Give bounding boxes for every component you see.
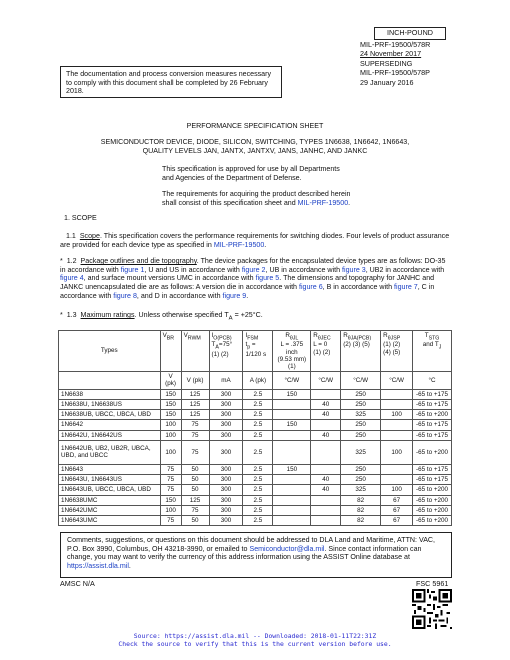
section-text: , U and US in accordance with (144, 265, 240, 274)
column-header-vbr: $V_{BR}$ (160, 331, 181, 372)
rating-cell: 50 (181, 475, 209, 485)
mil-prf-19500-link[interactable]: MIL-PRF-19500 (213, 240, 265, 249)
table-row (59, 516, 452, 526)
fsc-label: FSC 5961 (416, 579, 449, 588)
rating-cell (311, 464, 341, 474)
section-text: . The device packages for the encapsulated device types are as follows: DO-35 in accordance with (60, 257, 446, 274)
superseding-label: SUPERSEDING (360, 58, 413, 68)
column-header-ifsm: $I_{FSM}$ $t_p$ = 1/120 s (243, 331, 273, 372)
rating-cell: 150 (160, 410, 181, 420)
rating-cell: 67 (381, 516, 413, 526)
rating-cell: 125 (181, 410, 209, 420)
rating-cell: 125 (181, 399, 209, 409)
device-type-cell: 1N6643U, 1N6643US (59, 475, 161, 485)
qr-code-icon (412, 589, 452, 629)
previous-doc-date: 29 January 2016 (360, 77, 414, 87)
section-title: Scope (79, 232, 100, 240)
rating-cell (381, 475, 413, 485)
rating-cell: 300 (209, 410, 243, 420)
rating-cell: -65 to +200 (413, 495, 452, 505)
rating-cell: 150 (273, 389, 311, 399)
rating-cell: 325 (341, 440, 381, 464)
rating-cell: 50 (181, 485, 209, 495)
rating-cell (311, 440, 341, 464)
rating-cell (273, 410, 311, 420)
rating-cell (381, 389, 413, 399)
rating-cell: 300 (209, 399, 243, 409)
rating-cell (381, 399, 413, 409)
rating-cell: 100 (381, 410, 413, 420)
rating-cell: -65 to +175 (413, 464, 452, 474)
table-row (59, 399, 452, 409)
requirements-text: shall consist of this specification sheet and (162, 198, 296, 207)
assist-url-link[interactable]: https://assist.dla.mil (67, 561, 129, 570)
table-row (59, 475, 452, 485)
section-1-3 (60, 311, 452, 323)
requirements-end: . (348, 198, 351, 207)
device-type-cell: 1N6642U, 1N6642US (59, 430, 161, 440)
footer-verify-line: Check the source to verify that this is the current version before use. (118, 640, 392, 648)
subscript: A (228, 315, 233, 322)
rating-cell: -65 to +200 (413, 505, 452, 515)
section-text: , and D in accordance with (136, 291, 221, 300)
rating-cell: 300 (209, 485, 243, 495)
maximum-ratings-table (58, 330, 452, 526)
rating-cell: 250 (341, 430, 381, 440)
requirements-statement (162, 190, 350, 207)
rating-cell: 67 (381, 495, 413, 505)
comments-end: . (128, 561, 131, 570)
section-number: 1.1 (66, 232, 76, 240)
column-header-rjsp: $R_{\theta JSP}$ (1) (2) (4) (5) (381, 331, 413, 372)
rating-cell: 100 (160, 430, 181, 440)
section-title: Package outlines and die topography (80, 257, 197, 265)
rating-cell: 300 (209, 430, 243, 440)
figure-3-link[interactable]: figure 3 (342, 265, 366, 274)
requirements-line-2 (162, 199, 350, 208)
device-type-cell: 1N6642UB, UB2, UB2R, UBCA, UBD, and UBCC (59, 440, 161, 464)
rating-cell: 250 (341, 399, 381, 409)
rating-cell: -65 to +200 (413, 410, 452, 420)
comments-text: Comments, suggestions, or questions on this document should be addressed to DLA Land and Maritime, ATTN: VAC, P.O. Box 3990, Columbus, OH 43218-3990, or emailed to (67, 536, 436, 553)
footer-source-line: Source: https://assist.dla.mil -- Downloaded: 2018-01-11T22:31Z (133, 632, 377, 640)
device-type-cell: 1N6638U, 1N6638US (59, 399, 161, 409)
section-end: . (246, 291, 249, 300)
rating-cell: 125 (181, 495, 209, 505)
rating-cell: 75 (181, 440, 209, 464)
requirements-line-1: The requirements for acquiring the product described herein (162, 190, 351, 198)
rating-cell (311, 516, 341, 526)
rating-cell: 82 (341, 516, 381, 526)
rating-cell: 2.5 (243, 420, 273, 430)
rating-cell (381, 430, 413, 440)
rating-cell: -65 to +200 (413, 440, 452, 464)
rating-cell: 75 (181, 430, 209, 440)
section-text: . The dimensions and topography for JANHC and JANKC unencapsulated die are as follows: A version die in accordance with (60, 274, 435, 291)
comments-text: . Since contact information can change, you may want to verify the currency of this address information using the ASSIST Online database at (67, 544, 422, 562)
approval-statement (162, 165, 340, 182)
rating-cell: 300 (209, 420, 243, 430)
previous-doc-number: MIL-PRF-19500/578P (360, 68, 430, 78)
rating-cell: 75 (160, 464, 181, 474)
rating-cell: 125 (181, 389, 209, 399)
rating-cell: 250 (341, 420, 381, 430)
rating-cell: -65 to +175 (413, 389, 452, 399)
rating-cell: -65 to +175 (413, 430, 452, 440)
rating-cell: 2.5 (243, 505, 273, 515)
figure-8-link[interactable]: figure 8 (113, 291, 137, 300)
section-text: , UB2 in accordance with (365, 265, 445, 274)
rating-cell: 2.5 (243, 495, 273, 505)
rating-cell (273, 485, 311, 495)
table-row (59, 485, 452, 495)
rating-cell: 50 (181, 464, 209, 474)
unit-cell: °C/W (341, 372, 381, 389)
figure-9-link[interactable]: figure 9 (222, 291, 247, 300)
figure-4-link[interactable]: figure 4 (60, 274, 84, 283)
rating-cell: 75 (160, 475, 181, 485)
rating-cell: 100 (160, 440, 181, 464)
rating-cell: 2.5 (243, 440, 273, 464)
rating-cell: 40 (311, 485, 341, 495)
section-text: , B in accordance with (322, 282, 393, 291)
device-type-cell: 1N6638UMC (59, 495, 161, 505)
amsc-label: AMSC N/A (60, 579, 95, 588)
table-row (59, 430, 452, 440)
rating-cell (273, 495, 311, 505)
section-end: . (264, 240, 267, 249)
device-type-cell: 1N6638 (59, 389, 161, 399)
unit-cell: V (pk) (160, 372, 181, 389)
rating-cell: 100 (381, 440, 413, 464)
rating-cell: -65 to +200 (413, 485, 452, 495)
doc-date: 24 November 2017 (360, 49, 422, 59)
email-link[interactable]: Semiconductor@dla.mil (249, 544, 325, 553)
rating-cell: 150 (273, 420, 311, 430)
column-header-rjec: $R_{\theta JEC}$ L = 0 (1) (2) (311, 331, 341, 372)
rating-cell: 82 (341, 505, 381, 515)
section-end: = +25°C. (232, 311, 263, 319)
table-row (59, 464, 452, 474)
rating-cell: 150 (160, 495, 181, 505)
rating-cell (311, 389, 341, 399)
subtitle-line-2: QUALITY LEVELS JAN, JANTX, JANTXV, JANS, JANHC, AND JANKC (142, 147, 368, 155)
unit-cell: °C/W (311, 372, 341, 389)
rating-cell: 40 (311, 475, 341, 485)
rating-cell: 100 (381, 485, 413, 495)
rating-cell: 300 (209, 516, 243, 526)
unit-cell: A (pk) (243, 372, 273, 389)
conversion-notice-text: The documentation and process conversion measures necessary to comply with this document shall be completed by 26 February 2018. (66, 70, 272, 96)
figure-6-link[interactable]: figure 6 (298, 282, 323, 291)
column-header-tstg: $T_{STG}$ and $T_J$ (413, 331, 452, 372)
device-type-cell: 1N6638UB, UBCC, UBCA, UBD (59, 410, 161, 420)
device-type-cell: 1N6643UB, UBCC, UBCA, UBD (59, 485, 161, 495)
rating-cell: -65 to +175 (413, 420, 452, 430)
section-text: , and surface mount versions UMC in accordance with (83, 274, 254, 283)
rating-cell (273, 505, 311, 515)
unit-cell (59, 372, 161, 389)
section-text: . Unless otherwise specified T (134, 311, 229, 319)
rating-cell: 2.5 (243, 399, 273, 409)
section-title: Maximum ratings (80, 311, 135, 319)
rating-cell: 50 (181, 516, 209, 526)
rating-cell: 150 (160, 399, 181, 409)
section-number: 1.3 (66, 311, 77, 319)
approval-line-2: and Agencies of the Department of Defense. (162, 173, 302, 182)
rating-cell (273, 430, 311, 440)
rating-cell: 150 (160, 389, 181, 399)
change-marker: * (60, 257, 63, 265)
rating-cell: 300 (209, 389, 243, 399)
rating-cell: 2.5 (243, 464, 273, 474)
rating-cell (273, 440, 311, 464)
section-1-2 (60, 257, 452, 300)
rating-cell: 75 (160, 516, 181, 526)
column-header-rja: $R_{\theta JA(PCB)}$ (2) (3) (5) (341, 331, 381, 372)
figure-1-link[interactable]: figure 1 (120, 265, 145, 274)
conversion-notice-box (60, 66, 282, 98)
rating-cell (273, 516, 311, 526)
rating-cell: 40 (311, 430, 341, 440)
device-type-cell: 1N6642 (59, 420, 161, 430)
table-header-row (59, 331, 452, 372)
rating-cell: 250 (341, 464, 381, 474)
section-number: 1.2 (66, 257, 77, 265)
rating-cell: -65 to +175 (413, 475, 452, 485)
column-header-rjl: $R_{\theta JL}$ L = .375 inch (9.53 mm) (1) (273, 331, 311, 372)
rating-cell: 100 (160, 505, 181, 515)
rating-cell: 250 (341, 475, 381, 485)
subtitle-line-1: SEMICONDUCTOR DEVICE, DIODE, SILICON, SWITCHING, TYPES 1N6638, 1N6642, 1N6643, (100, 138, 410, 146)
inch-pound-label: INCH-POUND (374, 27, 446, 40)
unit-cell: °C (413, 372, 452, 389)
rating-cell: 300 (209, 495, 243, 505)
section-1-1 (60, 232, 452, 249)
rating-cell: 2.5 (243, 389, 273, 399)
rating-cell (311, 420, 341, 430)
rating-cell (311, 505, 341, 515)
table-row (59, 440, 452, 464)
rating-cell: 2.5 (243, 485, 273, 495)
section-text: , C in accordance with (60, 282, 435, 300)
rating-cell: -65 to +200 (413, 516, 452, 526)
rating-cell: -65 to +175 (413, 399, 452, 409)
table-units-row (59, 372, 452, 389)
device-type-cell: 1N6642UMC (59, 505, 161, 515)
unit-cell: V (pk) (181, 372, 209, 389)
rating-cell: 75 (181, 420, 209, 430)
rating-cell: 300 (209, 440, 243, 464)
unit-cell: °C/W (273, 372, 311, 389)
scope-heading: 1. SCOPE (64, 214, 97, 222)
rating-cell: 325 (341, 410, 381, 420)
unit-cell: mA (209, 372, 243, 389)
figure-7-link[interactable]: figure 7 (394, 282, 418, 291)
change-marker: * (60, 311, 63, 319)
rating-cell: 300 (209, 475, 243, 485)
table-row (59, 420, 452, 430)
rating-cell (273, 475, 311, 485)
unit-cell: °C/W (381, 372, 413, 389)
rating-cell: 2.5 (243, 475, 273, 485)
page-title: PERFORMANCE SPECIFICATION SHEET (186, 122, 324, 130)
figure-5-link[interactable]: figure 5 (255, 274, 280, 283)
table-row (59, 495, 452, 505)
rating-cell (381, 420, 413, 430)
figure-2-link[interactable]: figure 2 (241, 265, 266, 274)
rating-cell: 2.5 (243, 516, 273, 526)
rating-cell: 2.5 (243, 430, 273, 440)
rating-cell: 325 (341, 485, 381, 495)
rating-cell: 300 (209, 464, 243, 474)
document-id-block (360, 40, 430, 87)
rating-cell: 100 (160, 420, 181, 430)
rating-cell: 250 (341, 389, 381, 399)
column-header-io: $I_{O(PCB)}$ $T_A=75^\circ$ (1) (2) (209, 331, 243, 372)
rating-cell: 82 (341, 495, 381, 505)
device-type-cell: 1N6643UMC (59, 516, 161, 526)
download-footer (0, 632, 510, 648)
rating-cell: 75 (181, 505, 209, 515)
rating-cell (273, 399, 311, 409)
column-header-vrwm: $V_{RWM}$ (181, 331, 209, 372)
comments-box (60, 532, 452, 578)
rating-cell: 150 (273, 464, 311, 474)
table-row (59, 389, 452, 399)
doc-number: MIL-PRF-19500/578R (360, 40, 431, 49)
rating-cell: 300 (209, 505, 243, 515)
rating-cell (311, 495, 341, 505)
table-row (59, 505, 452, 515)
rating-cell: 75 (160, 485, 181, 495)
section-text: , UB in accordance with (265, 265, 341, 274)
column-header-types: Types (59, 331, 161, 372)
rating-cell: 2.5 (243, 410, 273, 420)
table-row (59, 410, 452, 420)
mil-prf-19500-link[interactable]: MIL-PRF-19500 (297, 198, 349, 207)
rating-cell: 40 (311, 410, 341, 420)
approval-line-1: This specification is approved for use by all Departments (162, 165, 340, 173)
section-text: . This specification covers the performance requirements for switching diodes. Four levels of product assurance are provided for each device type as specified in (60, 232, 450, 249)
device-type-cell: 1N6643 (59, 464, 161, 474)
rating-cell: 40 (311, 399, 341, 409)
rating-cell (381, 464, 413, 474)
rating-cell: 67 (381, 505, 413, 515)
